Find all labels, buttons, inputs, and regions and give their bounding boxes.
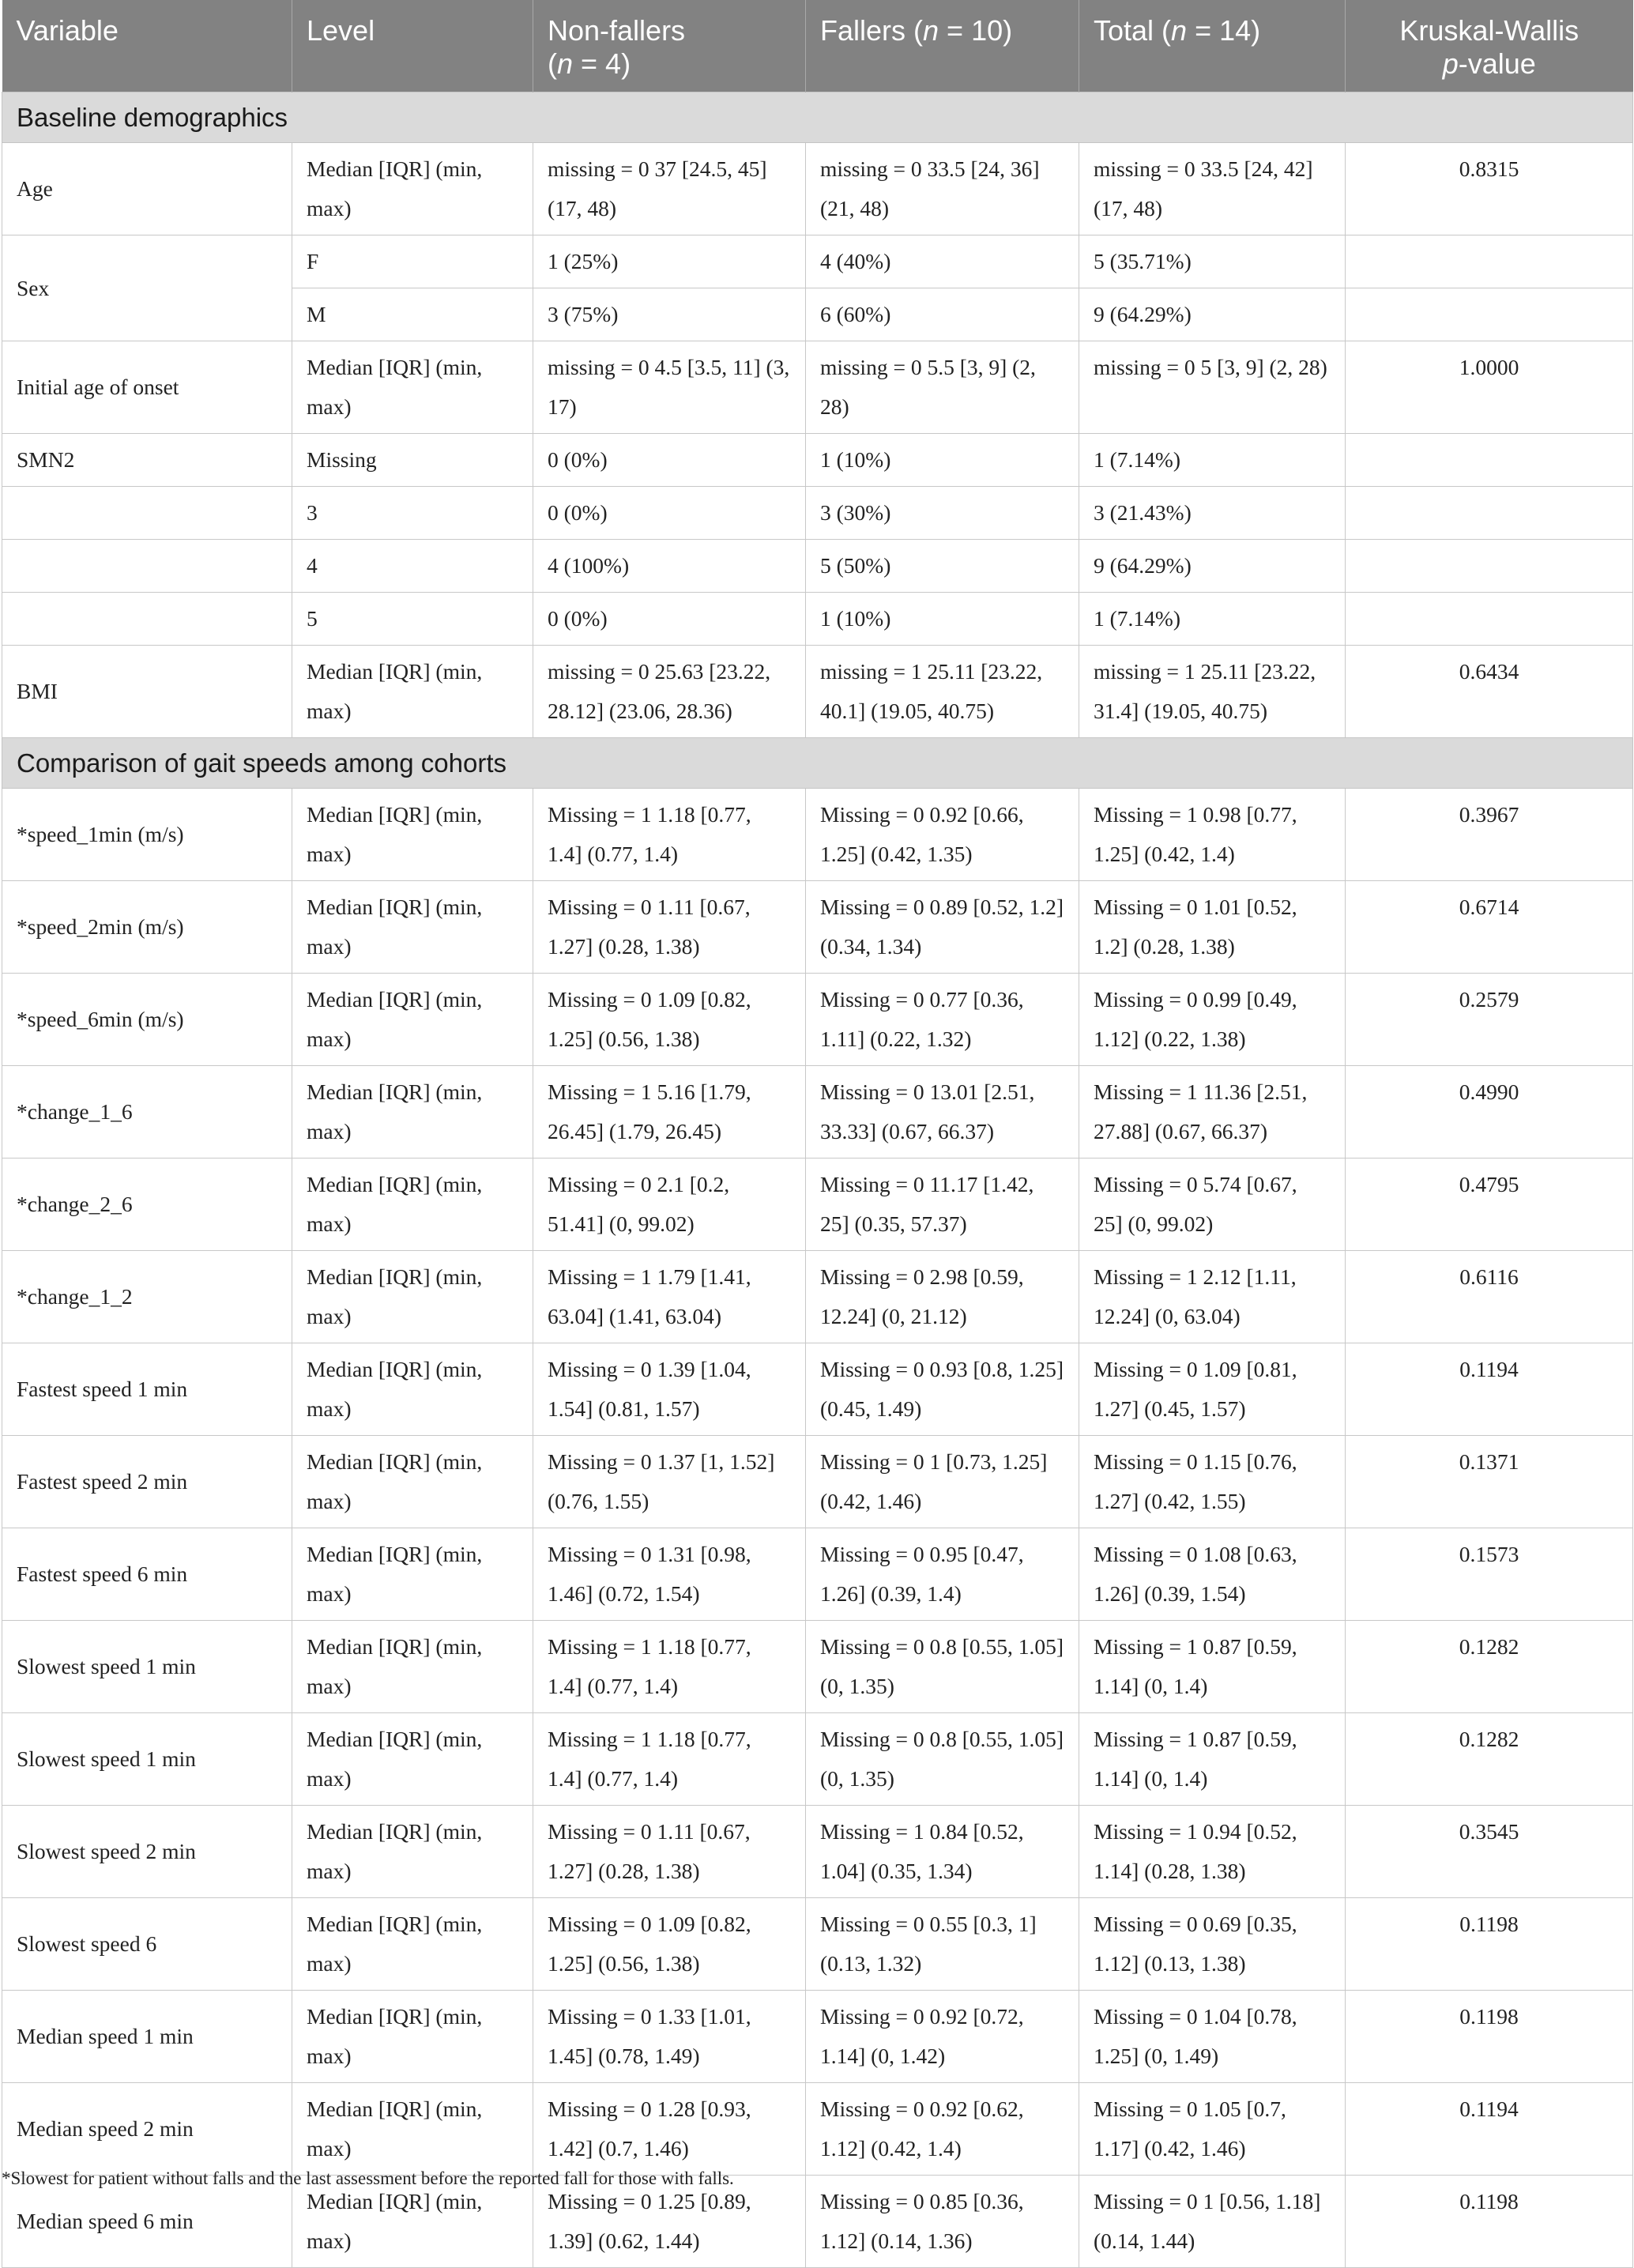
section-header-row xyxy=(2,92,1633,143)
table-row xyxy=(2,1066,1633,1158)
cell-level: Median [IQR] (min, max) xyxy=(292,1066,533,1158)
cell-level: Median [IQR] (min, max) xyxy=(292,2083,533,2176)
table-footnote: *Slowest for patient without falls and the last assessment before the reported fall for those with falls. xyxy=(2,2168,734,2188)
table-row xyxy=(2,540,1633,593)
cell-p-value: 0.1194 xyxy=(1346,1343,1633,1436)
cell-level: 5 xyxy=(292,593,533,646)
cell-variable: Slowest speed 1 min xyxy=(2,1621,292,1713)
table-row xyxy=(2,2176,1633,2268)
header-nonfallers: Non-fallers (n = 4) xyxy=(533,0,806,92)
cell-variable: Slowest speed 6 xyxy=(2,1898,292,1991)
cell-total: Missing = 0 1.15 [0.76, 1.27] (0.42, 1.55) xyxy=(1079,1436,1346,1528)
cell-level: Median [IQR] (min, max) xyxy=(292,1621,533,1713)
cell-total: Missing = 1 2.12 [1.11, 12.24] (0, 63.04) xyxy=(1079,1251,1346,1343)
cell-nonfallers: Missing = 0 1.11 [0.67, 1.27] (0.28, 1.38) xyxy=(533,881,806,974)
table-row xyxy=(2,646,1633,738)
cell-level: Median [IQR] (min, max) xyxy=(292,974,533,1066)
table-row xyxy=(2,1898,1633,1991)
table-row xyxy=(2,1436,1633,1528)
cell-fallers: Missing = 0 0.55 [0.3, 1] (0.13, 1.32) xyxy=(806,1898,1079,1991)
cell-nonfallers: Missing = 1 5.16 [1.79, 26.45] (1.79, 26.45) xyxy=(533,1066,806,1158)
cell-variable xyxy=(2,540,292,593)
cell-p-value: 0.6116 xyxy=(1346,1251,1633,1343)
cell-p-value xyxy=(1346,540,1633,593)
cell-total: Missing = 0 0.69 [0.35, 1.12] (0.13, 1.38) xyxy=(1079,1898,1346,1991)
cell-level: 4 xyxy=(292,540,533,593)
table-row xyxy=(2,1528,1633,1621)
table-row xyxy=(2,1621,1633,1713)
cell-fallers: missing = 0 5.5 [3, 9] (2, 28) xyxy=(806,341,1079,434)
cell-fallers: Missing = 0 0.85 [0.36, 1.12] (0.14, 1.36) xyxy=(806,2176,1079,2268)
cell-p-value: 0.1282 xyxy=(1346,1713,1633,1806)
cell-p-value: 0.4990 xyxy=(1346,1066,1633,1158)
cell-variable xyxy=(2,487,292,540)
cell-level: Median [IQR] (min, max) xyxy=(292,1251,533,1343)
cell-p-value: 0.1194 xyxy=(1346,2083,1633,2176)
cell-total: Missing = 1 11.36 [2.51, 27.88] (0.67, 66.37) xyxy=(1079,1066,1346,1158)
cell-p-value: 0.1198 xyxy=(1346,1898,1633,1991)
table-row xyxy=(2,1991,1633,2083)
cell-p-value: 0.6714 xyxy=(1346,881,1633,974)
cell-fallers: 5 (50%) xyxy=(806,540,1079,593)
cell-total: 1 (7.14%) xyxy=(1079,593,1346,646)
section-header-row xyxy=(2,738,1633,789)
cell-level: Median [IQR] (min, max) xyxy=(292,1898,533,1991)
cell-nonfallers: Missing = 1 1.18 [0.77, 1.4] (0.77, 1.4) xyxy=(533,1713,806,1806)
cell-fallers: Missing = 0 13.01 [2.51, 33.33] (0.67, 66.37) xyxy=(806,1066,1079,1158)
cell-nonfallers: 0 (0%) xyxy=(533,593,806,646)
cell-p-value xyxy=(1346,487,1633,540)
cell-level: Median [IQR] (min, max) xyxy=(292,1806,533,1898)
cell-fallers: 6 (60%) xyxy=(806,288,1079,341)
cell-p-value xyxy=(1346,593,1633,646)
cell-fallers: Missing = 0 1 [0.73, 1.25] (0.42, 1.46) xyxy=(806,1436,1079,1528)
cell-variable: *change_1_6 xyxy=(2,1066,292,1158)
cell-nonfallers: Missing = 1 1.18 [0.77, 1.4] (0.77, 1.4) xyxy=(533,1621,806,1713)
cell-p-value: 0.1198 xyxy=(1346,2176,1633,2268)
cell-p-value: 0.4795 xyxy=(1346,1158,1633,1251)
cell-variable: Fastest speed 1 min xyxy=(2,1343,292,1436)
cell-p-value: 0.8315 xyxy=(1346,143,1633,235)
table-row xyxy=(2,235,1633,288)
cell-p-value: 0.1198 xyxy=(1346,1991,1633,2083)
table-row xyxy=(2,974,1633,1066)
cell-p-value: 0.1282 xyxy=(1346,1621,1633,1713)
cell-fallers: missing = 0 33.5 [24, 36] (21, 48) xyxy=(806,143,1079,235)
section-title: Baseline demographics xyxy=(2,92,1633,143)
cell-total: 3 (21.43%) xyxy=(1079,487,1346,540)
cell-level: Median [IQR] (min, max) xyxy=(292,1158,533,1251)
cell-nonfallers: Missing = 0 1.28 [0.93, 1.42] (0.7, 1.46) xyxy=(533,2083,806,2176)
cell-total: 9 (64.29%) xyxy=(1079,288,1346,341)
cell-p-value: 0.6434 xyxy=(1346,646,1633,738)
cell-variable xyxy=(2,593,292,646)
cell-total: Missing = 0 1.04 [0.78, 1.25] (0, 1.49) xyxy=(1079,1991,1346,2083)
cell-nonfallers: Missing = 1 1.18 [0.77, 1.4] (0.77, 1.4) xyxy=(533,789,806,881)
cell-nonfallers: Missing = 0 1.33 [1.01, 1.45] (0.78, 1.49) xyxy=(533,1991,806,2083)
cell-fallers: 3 (30%) xyxy=(806,487,1079,540)
cell-variable: *speed_1min (m/s) xyxy=(2,789,292,881)
cell-level: Median [IQR] (min, max) xyxy=(292,646,533,738)
header-total: Total (n = 14) xyxy=(1079,0,1346,92)
header-level: Level xyxy=(292,0,533,92)
cell-nonfallers: missing = 0 25.63 [23.22, 28.12] (23.06, 28.36) xyxy=(533,646,806,738)
cell-variable: *speed_6min (m/s) xyxy=(2,974,292,1066)
cell-total: Missing = 0 1.01 [0.52, 1.2] (0.28, 1.38) xyxy=(1079,881,1346,974)
header-variable: Variable xyxy=(2,0,292,92)
header-row xyxy=(2,0,1633,92)
cell-variable: Slowest speed 2 min xyxy=(2,1806,292,1898)
table-row xyxy=(2,2083,1633,2176)
table-row xyxy=(2,881,1633,974)
cell-fallers: Missing = 0 0.8 [0.55, 1.05] (0, 1.35) xyxy=(806,1713,1079,1806)
cell-fallers: Missing = 0 0.89 [0.52, 1.2] (0.34, 1.34) xyxy=(806,881,1079,974)
cell-level: Median [IQR] (min, max) xyxy=(292,1436,533,1528)
cell-fallers: Missing = 0 0.92 [0.66, 1.25] (0.42, 1.35) xyxy=(806,789,1079,881)
cell-level: Median [IQR] (min, max) xyxy=(292,881,533,974)
section-title: Comparison of gait speeds among cohorts xyxy=(2,738,1633,789)
cell-total: Missing = 1 0.87 [0.59, 1.14] (0, 1.4) xyxy=(1079,1621,1346,1713)
cell-p-value: 0.2579 xyxy=(1346,974,1633,1066)
cell-nonfallers: 0 (0%) xyxy=(533,487,806,540)
cell-nonfallers: 3 (75%) xyxy=(533,288,806,341)
cell-nonfallers: Missing = 0 2.1 [0.2, 51.41] (0, 99.02) xyxy=(533,1158,806,1251)
table-row xyxy=(2,1343,1633,1436)
cell-nonfallers: 0 (0%) xyxy=(533,434,806,487)
cell-fallers: Missing = 0 0.92 [0.72, 1.14] (0, 1.42) xyxy=(806,1991,1079,2083)
cell-fallers: 4 (40%) xyxy=(806,235,1079,288)
cell-fallers: missing = 1 25.11 [23.22, 40.1] (19.05, 40.75) xyxy=(806,646,1079,738)
cell-fallers: 1 (10%) xyxy=(806,593,1079,646)
table-row xyxy=(2,789,1633,881)
cell-p-value xyxy=(1346,434,1633,487)
cell-nonfallers: Missing = 0 1.37 [1, 1.52] (0.76, 1.55) xyxy=(533,1436,806,1528)
cell-variable: Median speed 6 min xyxy=(2,2176,292,2268)
cell-nonfallers: missing = 0 4.5 [3.5, 11] (3, 17) xyxy=(533,341,806,434)
cell-variable: Median speed 1 min xyxy=(2,1991,292,2083)
cell-total: Missing = 0 0.99 [0.49, 1.12] (0.22, 1.38) xyxy=(1079,974,1346,1066)
cell-nonfallers: Missing = 1 1.79 [1.41, 63.04] (1.41, 63.04) xyxy=(533,1251,806,1343)
table-row xyxy=(2,487,1633,540)
cell-level: Median [IQR] (min, max) xyxy=(292,1343,533,1436)
header-fallers: Fallers (n = 10) xyxy=(806,0,1079,92)
cell-p-value: 0.1371 xyxy=(1346,1436,1633,1528)
cell-variable: *change_1_2 xyxy=(2,1251,292,1343)
cell-total: Missing = 1 0.98 [0.77, 1.25] (0.42, 1.4) xyxy=(1079,789,1346,881)
cell-fallers: Missing = 0 11.17 [1.42, 25] (0.35, 57.37) xyxy=(806,1158,1079,1251)
cell-total: Missing = 1 0.87 [0.59, 1.14] (0, 1.4) xyxy=(1079,1713,1346,1806)
table-row xyxy=(2,1251,1633,1343)
cell-nonfallers: Missing = 0 1.11 [0.67, 1.27] (0.28, 1.38) xyxy=(533,1806,806,1898)
cell-total: missing = 0 5 [3, 9] (2, 28) xyxy=(1079,341,1346,434)
cell-level: Median [IQR] (min, max) xyxy=(292,341,533,434)
cell-variable: Fastest speed 6 min xyxy=(2,1528,292,1621)
cell-variable: Age xyxy=(2,143,292,235)
cell-p-value: 0.3545 xyxy=(1346,1806,1633,1898)
cell-p-value: 0.1573 xyxy=(1346,1528,1633,1621)
cell-total: Missing = 0 1.09 [0.81, 1.27] (0.45, 1.57) xyxy=(1079,1343,1346,1436)
table-body xyxy=(2,92,1633,2268)
table-row xyxy=(2,593,1633,646)
cell-total: Missing = 0 5.74 [0.67, 25] (0, 99.02) xyxy=(1079,1158,1346,1251)
cell-level: 3 xyxy=(292,487,533,540)
cell-variable: Sex xyxy=(2,235,292,341)
data-table xyxy=(2,0,1633,2268)
table-row xyxy=(2,341,1633,434)
table-row xyxy=(2,1806,1633,1898)
cell-total: 5 (35.71%) xyxy=(1079,235,1346,288)
cell-nonfallers: Missing = 0 1.09 [0.82, 1.25] (0.56, 1.38) xyxy=(533,1898,806,1991)
cell-level: Median [IQR] (min, max) xyxy=(292,1991,533,2083)
cell-variable: Slowest speed 1 min xyxy=(2,1713,292,1806)
cell-total: missing = 0 33.5 [24, 42] (17, 48) xyxy=(1079,143,1346,235)
cell-total: missing = 1 25.11 [23.22, 31.4] (19.05, 40.75) xyxy=(1079,646,1346,738)
cell-variable: SMN2 xyxy=(2,434,292,487)
cell-fallers: Missing = 0 0.8 [0.55, 1.05] (0, 1.35) xyxy=(806,1621,1079,1713)
table-row xyxy=(2,1158,1633,1251)
cell-level: Median [IQR] (min, max) xyxy=(292,789,533,881)
cell-variable: Initial age of onset xyxy=(2,341,292,434)
cell-total: 1 (7.14%) xyxy=(1079,434,1346,487)
cell-fallers: 1 (10%) xyxy=(806,434,1079,487)
cell-variable: *change_2_6 xyxy=(2,1158,292,1251)
cell-variable: *speed_2min (m/s) xyxy=(2,881,292,974)
cell-fallers: Missing = 0 2.98 [0.59, 12.24] (0, 21.12) xyxy=(806,1251,1079,1343)
cell-fallers: Missing = 0 0.77 [0.36, 1.11] (0.22, 1.32) xyxy=(806,974,1079,1066)
cell-nonfallers: Missing = 0 1.25 [0.89, 1.39] (0.62, 1.44) xyxy=(533,2176,806,2268)
cell-level: F xyxy=(292,235,533,288)
cell-nonfallers: missing = 0 37 [24.5, 45] (17, 48) xyxy=(533,143,806,235)
table-row xyxy=(2,143,1633,235)
cell-fallers: Missing = 0 0.95 [0.47, 1.26] (0.39, 1.4) xyxy=(806,1528,1079,1621)
cell-nonfallers: Missing = 0 1.39 [1.04, 1.54] (0.81, 1.57) xyxy=(533,1343,806,1436)
header-kruskal-wallis: Kruskal-Wallis p-value xyxy=(1346,0,1633,92)
table-row xyxy=(2,1713,1633,1806)
cell-fallers: Missing = 0 0.93 [0.8, 1.25] (0.45, 1.49) xyxy=(806,1343,1079,1436)
cell-total: Missing = 0 1 [0.56, 1.18] (0.14, 1.44) xyxy=(1079,2176,1346,2268)
cell-variable: Fastest speed 2 min xyxy=(2,1436,292,1528)
cell-total: Missing = 0 1.08 [0.63, 1.26] (0.39, 1.54) xyxy=(1079,1528,1346,1621)
cell-p-value xyxy=(1346,288,1633,341)
cell-level: Median [IQR] (min, max) xyxy=(292,2176,533,2268)
cell-total: 9 (64.29%) xyxy=(1079,540,1346,593)
cell-level: Missing xyxy=(292,434,533,487)
cell-level: Median [IQR] (min, max) xyxy=(292,1713,533,1806)
cell-level: Median [IQR] (min, max) xyxy=(292,143,533,235)
cell-total: Missing = 0 1.05 [0.7, 1.17] (0.42, 1.46) xyxy=(1079,2083,1346,2176)
cell-level: Median [IQR] (min, max) xyxy=(292,1528,533,1621)
cell-nonfallers: 1 (25%) xyxy=(533,235,806,288)
cell-variable: Median speed 2 min xyxy=(2,2083,292,2176)
cell-nonfallers: Missing = 0 1.09 [0.82, 1.25] (0.56, 1.38) xyxy=(533,974,806,1066)
cell-fallers: Missing = 1 0.84 [0.52, 1.04] (0.35, 1.34) xyxy=(806,1806,1079,1898)
cell-total: Missing = 1 0.94 [0.52, 1.14] (0.28, 1.38) xyxy=(1079,1806,1346,1898)
table-row xyxy=(2,434,1633,487)
cell-p-value xyxy=(1346,235,1633,288)
cell-nonfallers: Missing = 0 1.31 [0.98, 1.46] (0.72, 1.54) xyxy=(533,1528,806,1621)
cell-variable: BMI xyxy=(2,646,292,738)
cell-nonfallers: 4 (100%) xyxy=(533,540,806,593)
cell-level: M xyxy=(292,288,533,341)
cell-p-value: 0.3967 xyxy=(1346,789,1633,881)
cell-fallers: Missing = 0 0.92 [0.62, 1.12] (0.42, 1.4) xyxy=(806,2083,1079,2176)
cell-p-value: 1.0000 xyxy=(1346,341,1633,434)
